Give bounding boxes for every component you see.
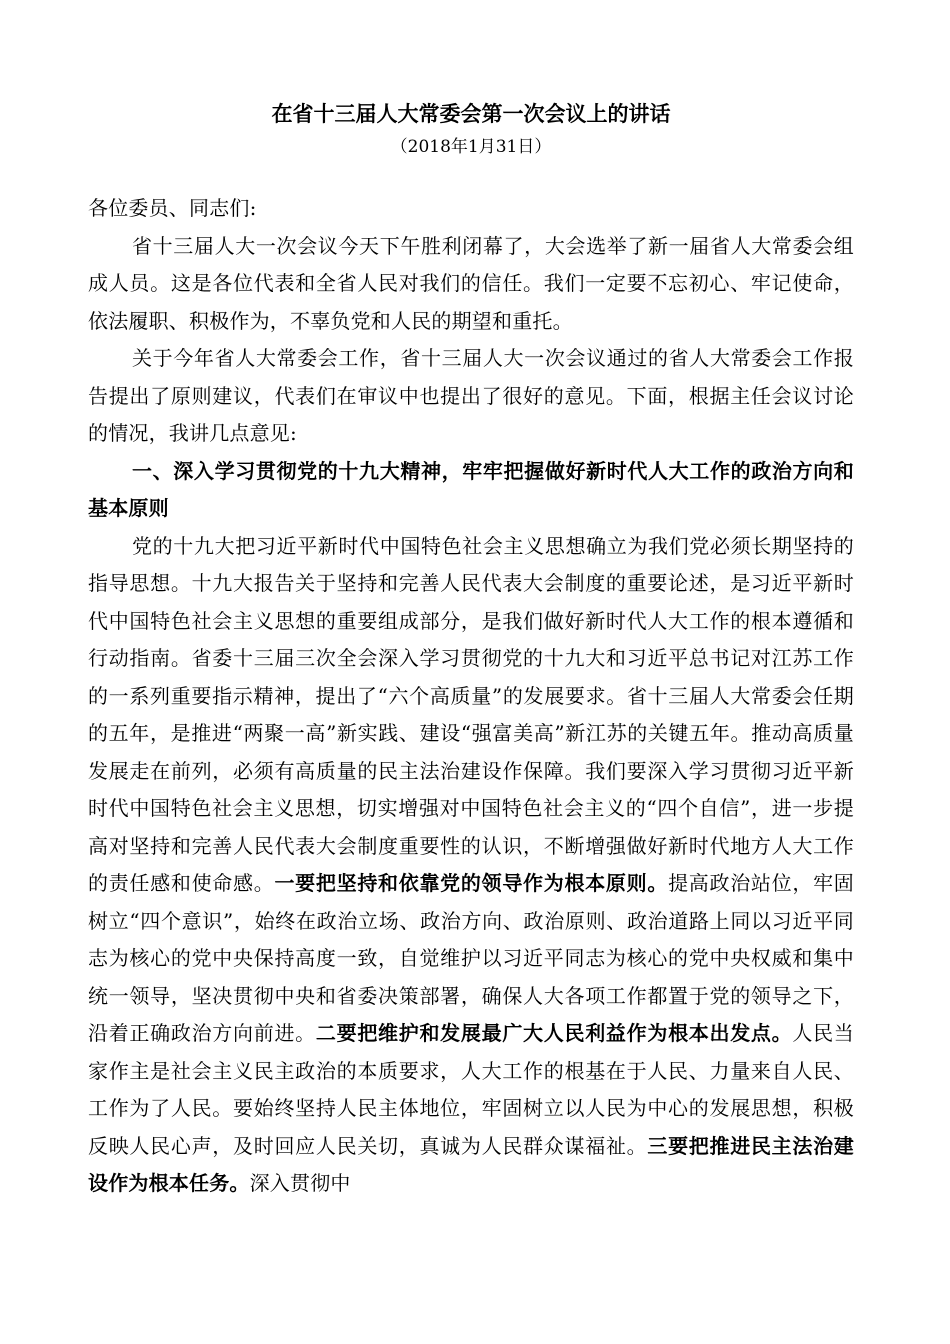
paragraph-3-text-1: 党的十九大把习近平新时代中国特色社会主义思想确立为我们党必须长期坚持的指导思想。十九大报告关于坚持和完善人民代表大会制度的重要论述，是习近平新时代中国特色社会主义思想的重要组成部分，是我们做好新时代人大工作的根本遵循和行动指南。省委十三届三次全会深入学习贯彻党的十九大和习近平总书记对江苏工作的一系列重要指示精神，提出了“六个高质量”的发展要求。省十三届人大常委会任期的五年，是推进“两聚一高”新实践、建设“强富美高”新江苏的关键五年。推动高质量发展走在前列，必须有高质量的民主法治建设作保障。我们要深入学习贯彻习近平新时代中国特色社会主义思想，切实增强对中国特色社会主义的“四个自信”，进一步提高对坚持和完善人民代表大会制度重要性的认识，不断增强做好新时代地方人大工作的责任感和使命感。 [88,533,854,895]
principle-1-bold: 一要把坚持和依靠党的领导作为根本原则。 [274,871,669,895]
document-title: 在省十三届人大常委会第一次会议上的讲话 [271,101,671,126]
paragraph-3-text-4: 深入贯彻中 [249,1171,351,1195]
principle-2-bold: 二要把维护和发展最广大人民利益作为根本出发点。 [315,1021,793,1045]
section-heading-1: 一、深入学习贯彻党的十九大精神，牢牢把握做好新时代人大工作的政治方向和基本原则 [88,458,854,520]
document-page [88,96,854,1203]
salutation: 各位委员、同志们: [88,196,257,220]
paragraph-3-text-2: 提高政治站位，牢固树立“四个意识”，始终在政治立场、政治方向、政治原则、政治道路上同以习近平同志为核心的党中央保持高度一致，自觉维护以习近平同志为核心的党中央权威和集中统一领导，坚决贯彻中央和省委决策部署，确保人大各项工作都置于党的领导之下，沿着正确政治方向前进。 [88,871,854,1045]
paragraph-2: 关于今年省人大常委会工作，省十三届人大一次会议通过的省人大常委会工作报告提出了原则建议，代表们在审议中也提出了很好的意见。下面，根据主任会议讨论的情况，我讲几点意见: [88,346,854,445]
paragraph-1: 省十三届人大一次会议今天下午胜利闭幕了，大会选举了新一届省人大常委会组成人员。这是各位代表和全省人民对我们的信任。我们一定要不忘初心、牢记使命，依法履职、积极作为，不辜负党和人民的期望和重托。 [88,233,854,333]
document-date: （2018年1月31日） [390,137,552,157]
principle-3-bold: 三要把推进民主法治建设作为根本任务。 [88,1133,855,1195]
paragraph-3 [88,528,854,1203]
paragraph-3-text-3: 人民当家作主是社会主义民主政治的本质要求，人大工作的根基在于人民、力量来自人民、工作为了人民。要始终坚持人民主体地位，牢固树立以人民为中心的发展思想，积极反映人民心声，及时回应人民关切，真诚为人民群众谋福祉。 [88,1021,855,1158]
